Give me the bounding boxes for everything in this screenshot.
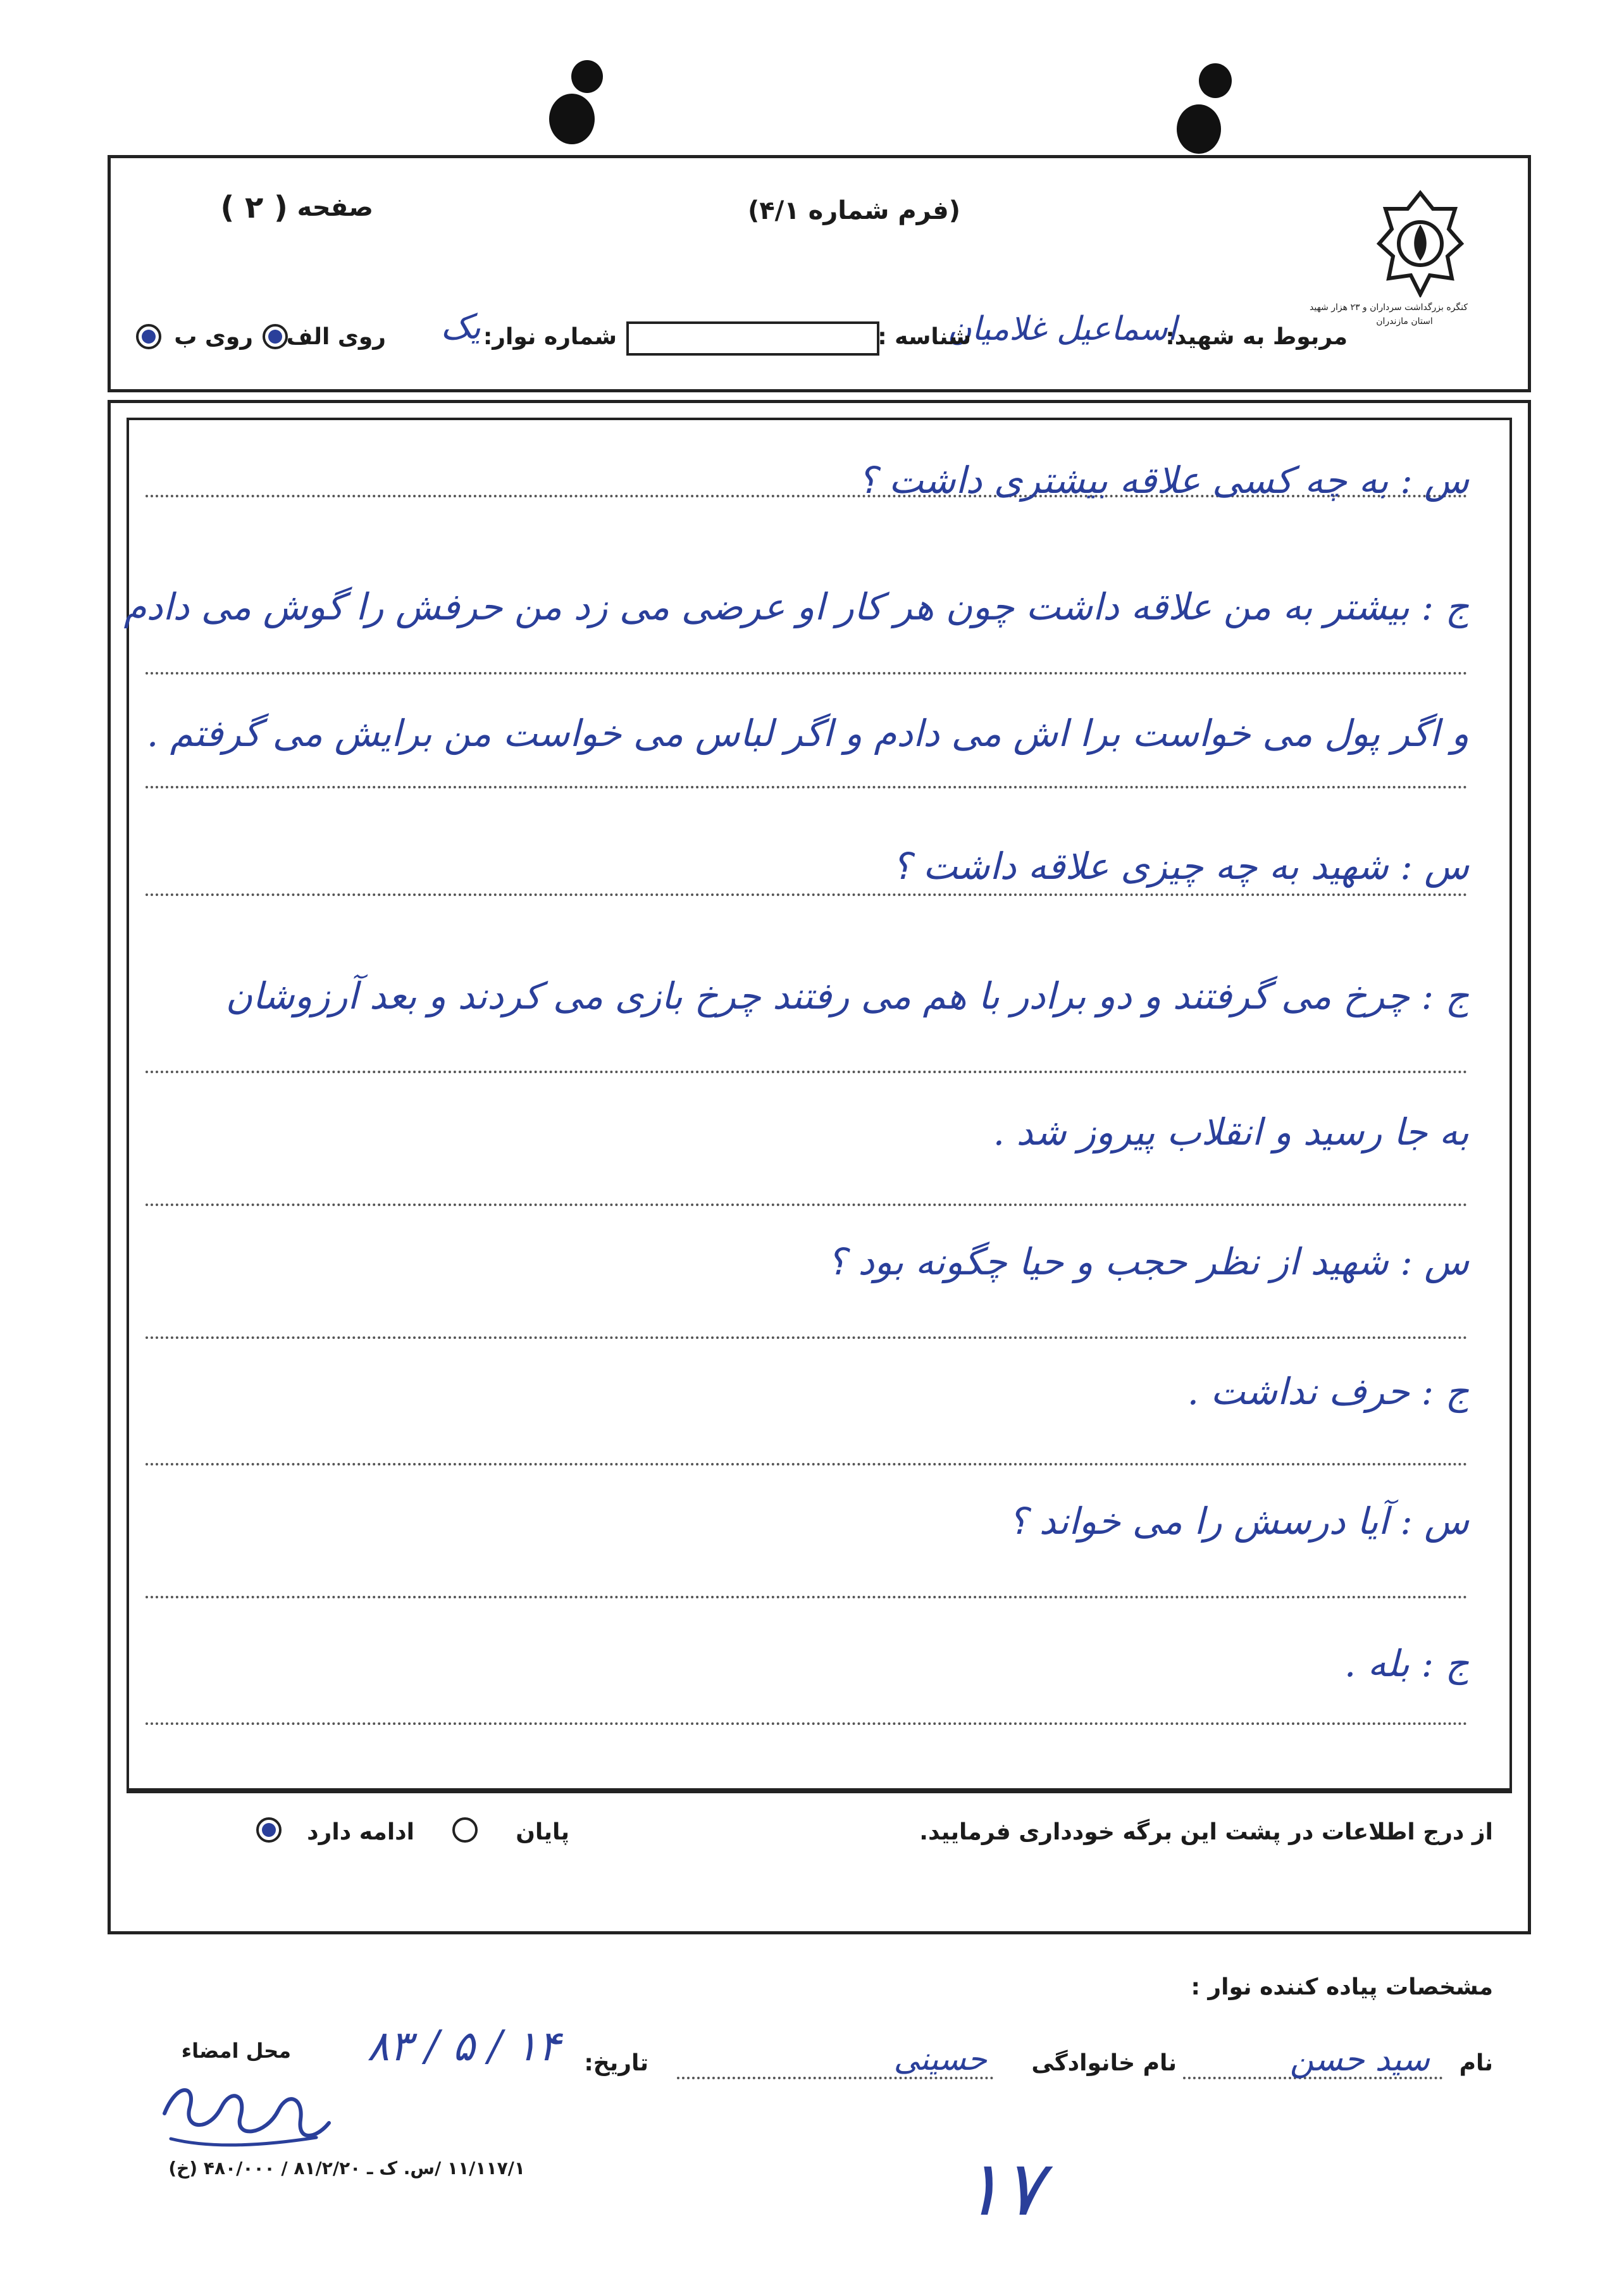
transcript-line-3: و اگر پول می خواست برا اش می دادم و اگر لباس می خواست من برایش می گرفتم . [146, 712, 1469, 755]
organization-logo [1373, 190, 1468, 297]
continue-radio[interactable] [256, 1817, 282, 1843]
martyr-label: مربوط به شهید: [1165, 324, 1348, 350]
form-code: ۱۱/۱۱۷/۱ /س. ک ـ ۸۱/۲/۲۰ / ۴۸۰/۰۰۰ (خ) [168, 2158, 525, 2179]
page-label: صفحه [297, 193, 373, 222]
punch-hole-right [1177, 104, 1221, 154]
form-number: (فرم شماره ۴/۱) [747, 196, 961, 225]
name-label: نام [1459, 2050, 1493, 2076]
date-year: ۸۳ [367, 2022, 412, 2070]
transcript-line-6: به جا رسید و انقلاب پیروز شد . [993, 1111, 1469, 1154]
transcript-line-9: س : آیا درسش را می خواند ؟ [1008, 1500, 1469, 1543]
side-a-radio[interactable] [263, 324, 288, 349]
id-field [626, 321, 879, 356]
side-a-label: روی الف [286, 324, 386, 350]
transcript-line-7: س : شهید از نظر حجب و حیا چگونه بود ؟ [827, 1240, 1469, 1283]
page-number: ( ۲ ) [220, 190, 288, 225]
end-radio[interactable] [452, 1817, 478, 1843]
ruled-line [146, 893, 1468, 896]
tape-label: شماره نوار: [483, 324, 617, 350]
handwritten-signature [152, 2069, 335, 2158]
continue-label: ادامه دارد [307, 1819, 414, 1845]
date-label: تاریخ: [584, 2050, 648, 2076]
name-value: سید حسن [1289, 2041, 1430, 2079]
tape-value: یک [440, 307, 481, 347]
header-box [108, 155, 1531, 392]
ruled-line [146, 1463, 1468, 1465]
ruled-line [146, 1071, 1468, 1073]
side-b-radio[interactable] [136, 324, 161, 349]
date-separator-2: / [488, 2022, 516, 2070]
family-value: حسینی [893, 2041, 987, 2077]
martyr-name: اسماعیل غلامیان [947, 310, 1177, 348]
ruled-line [146, 1722, 1468, 1725]
id-label: شناسه : [877, 324, 971, 350]
ruled-line [146, 1336, 1468, 1339]
logo-caption: کنگره بزرگداشت سرداران و ۲۳ هزار شهید استان مازندران [1310, 302, 1468, 327]
transcript-line-8: ج : حرف نداشت . [1187, 1370, 1469, 1413]
punch-hole-left-secondary [571, 60, 603, 93]
date-separator-1: / [425, 2022, 453, 2070]
page-annotation: ۱۷ [962, 2145, 1043, 2233]
ruled-line [146, 1204, 1468, 1206]
punch-hole-right-secondary [1199, 63, 1232, 98]
punch-hole-left [549, 94, 595, 144]
date-value [367, 2022, 576, 2070]
date-day: ۱۴ [515, 2022, 561, 2070]
transcript-line-5: ج : چرخ می گرفتند و دو برادر با هم می رفتند چرخ بازی می کردند و بعد آرزوشان [225, 974, 1469, 1017]
footer-notice: از درج اطلاعات در پشت این برگه خودداری فرمایید. [919, 1819, 1493, 1845]
ruled-line [146, 1596, 1468, 1598]
ruled-line [146, 786, 1468, 788]
transcript-divider [127, 1791, 1512, 1793]
transcript-line-10: ج : بله . [1344, 1642, 1469, 1685]
transcript-line-1: س : به چه کسی علاقه بیشتری داشت ؟ [857, 459, 1469, 502]
side-b-label: روی ب [174, 324, 253, 350]
family-label: نام خانوادگی [1031, 2050, 1177, 2076]
transcript-line-2: ج : بیشتر به من علاقه داشت چون هر کار او عرضی می زد من حرفش را گوش می دادم [123, 585, 1469, 628]
implementer-section-title: مشخصات پیاده کننده نوار : [1191, 1974, 1493, 2000]
date-month: ۵ [452, 2022, 475, 2070]
transcript-line-4: س : شهید به چه چیزی علاقه داشت ؟ [891, 845, 1469, 888]
ruled-line [146, 672, 1468, 675]
signature-label: محل امضاء [181, 2039, 291, 2063]
end-label: پایان [516, 1819, 569, 1845]
